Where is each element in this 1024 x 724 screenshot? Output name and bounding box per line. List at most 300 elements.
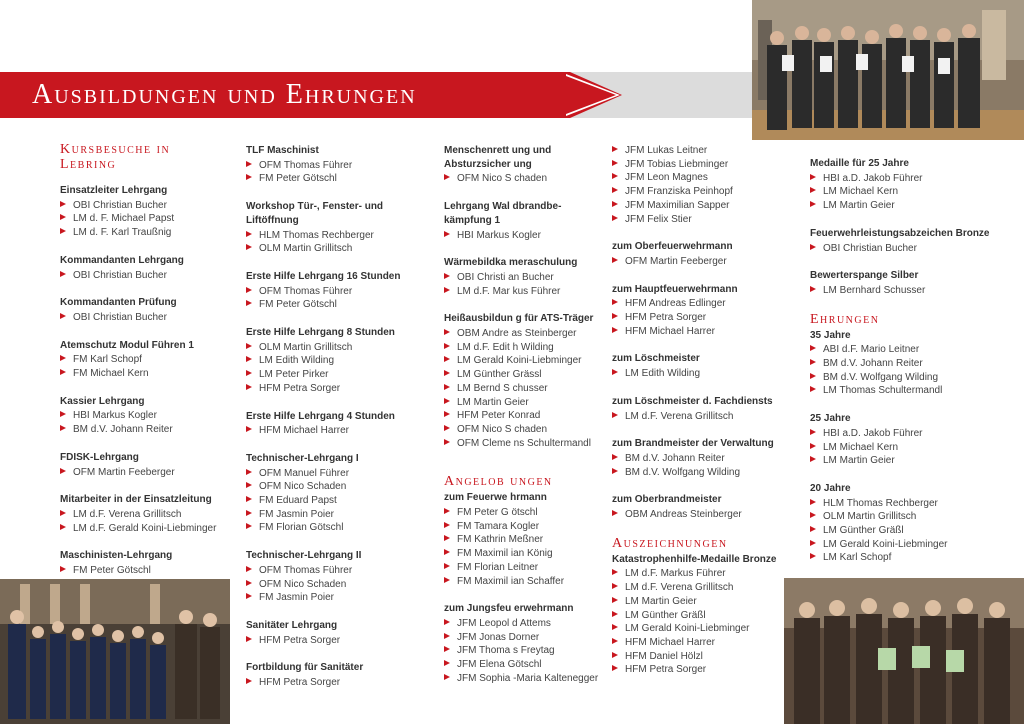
list-item — [612, 213, 797, 227]
list-item — [444, 423, 609, 437]
member-name: FM Jasmin Poier — [259, 508, 335, 520]
course-group — [612, 395, 797, 423]
list-item — [246, 354, 426, 368]
bullet-triangle-icon — [612, 187, 618, 193]
list-item — [246, 467, 426, 481]
list-item — [810, 185, 1010, 199]
list-item — [246, 382, 426, 396]
bullet-triangle-icon — [60, 510, 66, 516]
course-group — [246, 452, 426, 535]
bullet-triangle-icon — [612, 160, 618, 166]
member-name: LM Martin Geier — [457, 396, 529, 408]
list-item — [810, 510, 1010, 524]
list-item — [246, 242, 426, 256]
member-name: FM Tamara Kogler — [457, 520, 540, 532]
list-item — [246, 591, 426, 605]
group-title: Feuerwehrleistungsabzeichen Bronze — [810, 227, 990, 239]
bullet-triangle-icon — [444, 370, 450, 376]
list-item — [810, 357, 1010, 371]
member-name: LM d.F. Markus Führer — [625, 568, 726, 580]
member-name: HFM Michael Harrer — [625, 636, 716, 648]
course-group — [60, 451, 230, 479]
member-name: BM d.V. Johann Reiter — [625, 452, 725, 464]
bullet-triangle-icon — [612, 611, 618, 617]
bullet-triangle-icon — [246, 523, 252, 529]
member-name: FM Peter Götschl — [259, 299, 337, 311]
member-name: OFM Manuel Führer — [259, 467, 350, 479]
list-item — [444, 341, 609, 355]
list-item — [246, 634, 426, 648]
course-group — [810, 157, 1010, 213]
bullet-triangle-icon — [246, 426, 252, 432]
course-group — [612, 352, 797, 380]
member-name: FM Karl Schopf — [73, 354, 142, 366]
member-name: HFM Peter Konrad — [457, 410, 541, 422]
list-item — [810, 538, 1010, 552]
list-item — [60, 269, 230, 283]
bullet-triangle-icon — [246, 566, 252, 572]
bullet-triangle-icon — [246, 593, 252, 599]
member-name: FM Maximil ian Schaffer — [457, 575, 565, 587]
course-group — [444, 602, 609, 685]
list-item — [810, 371, 1010, 385]
bullet-triangle-icon — [444, 356, 450, 362]
course-group — [246, 410, 426, 438]
member-name: LM Gerald Koini-Liebminger — [457, 355, 582, 367]
member-name: LM Günther Gräßl — [823, 525, 904, 537]
bullet-triangle-icon — [444, 287, 450, 293]
bullet-triangle-icon — [612, 412, 618, 418]
member-name: OLM Martin Grillitsch — [259, 341, 353, 353]
bullet-triangle-icon — [810, 456, 816, 462]
group-title: zum Oberfeuerwehrmann — [612, 241, 733, 253]
group-title: Atemschutz Modul Führen 1 — [60, 339, 194, 351]
member-name: HFM Petra Sorger — [625, 664, 707, 676]
bullet-triangle-icon — [444, 674, 450, 680]
member-name: OFM Nico S chaden — [457, 173, 548, 185]
list-item — [612, 311, 797, 325]
list-item — [246, 676, 426, 690]
bullet-triangle-icon — [60, 468, 66, 474]
list-item — [246, 298, 426, 312]
member-name: OBM Andre as Steinberger — [457, 328, 577, 340]
list-item — [246, 564, 426, 578]
bullet-triangle-icon — [810, 187, 816, 193]
member-name: JFM Leopol d Attems — [457, 617, 551, 629]
group-title: Sanitäter Lehrgang — [246, 619, 338, 631]
bullet-triangle-icon — [810, 512, 816, 518]
youth-group-photo — [0, 579, 230, 724]
bullet-triangle-icon — [246, 496, 252, 502]
member-name: HFM Petra Sorger — [259, 677, 341, 689]
member-name: HBI Markus Kogler — [457, 229, 541, 241]
member-name: LM Martin Geier — [823, 455, 895, 467]
list-item — [246, 341, 426, 355]
list-item — [810, 454, 1010, 468]
member-name: OBI Christi an Bucher — [457, 271, 554, 283]
bullet-triangle-icon — [444, 343, 450, 349]
member-name: OBI Christian Bucher — [73, 199, 167, 211]
bullet-triangle-icon — [810, 201, 816, 207]
bullet-triangle-icon — [810, 553, 816, 559]
list-item — [444, 506, 609, 520]
bullet-triangle-icon — [444, 660, 450, 666]
group-title: Medaille für 25 Jahre — [810, 158, 909, 169]
bullet-triangle-icon — [246, 469, 252, 475]
course-group — [60, 296, 230, 324]
group-title: TLF Maschinist — [246, 145, 319, 156]
group-photo-top-right — [752, 0, 1024, 140]
member-name: HBI a.D. Jakob Führer — [823, 172, 923, 184]
honours-group-photo — [784, 578, 1024, 724]
member-name: OFM Cleme ns Schultermandl — [457, 437, 591, 449]
course-group — [612, 553, 797, 677]
list-item — [444, 172, 609, 186]
member-name: JFM Thoma s Freytag — [457, 645, 555, 657]
member-name: JFM Felix Stier — [625, 213, 692, 225]
member-name: FM Florian Leitner — [457, 561, 539, 573]
list-item — [612, 158, 797, 172]
bullet-triangle-icon — [612, 173, 618, 179]
member-name: JFM Lukas Leitner — [625, 145, 708, 156]
list-item — [810, 497, 1010, 511]
list-item — [810, 242, 1010, 256]
course-group — [612, 283, 797, 339]
section-title: Ehrungen — [810, 311, 880, 327]
list-item — [612, 297, 797, 311]
bullet-triangle-icon — [444, 646, 450, 652]
list-item — [612, 367, 797, 381]
list-item — [60, 353, 230, 367]
bullet-triangle-icon — [810, 429, 816, 435]
member-name: OBI Christian Bucher — [73, 311, 167, 323]
bullet-triangle-icon — [612, 313, 618, 319]
course-group — [246, 200, 426, 256]
list-item — [810, 199, 1010, 213]
bullet-triangle-icon — [444, 577, 450, 583]
member-name: JFM Sophia -Maria Kaltenegger — [457, 672, 599, 684]
bullet-triangle-icon — [246, 482, 252, 488]
list-item — [444, 575, 609, 589]
bullet-triangle-icon — [810, 244, 816, 250]
bullet-triangle-icon — [246, 678, 252, 684]
bullet-triangle-icon — [60, 355, 66, 361]
group-title: 20 Jahre — [810, 482, 851, 494]
group-title: zum Feuerwe hrmann — [444, 492, 547, 504]
bullet-triangle-icon — [810, 540, 816, 546]
member-name: OFM Thomas Führer — [259, 159, 353, 171]
list-item — [60, 199, 230, 213]
bullet-triangle-icon — [612, 638, 618, 644]
bullet-triangle-icon — [612, 569, 618, 575]
member-name: OFM Martin Feeberger — [625, 255, 727, 267]
course-group — [612, 437, 797, 479]
bullet-triangle-icon — [60, 214, 66, 220]
group-title: Technischer-Lehrgang II — [246, 550, 362, 562]
list-item — [444, 644, 609, 658]
member-name: LM Martin Geier — [823, 200, 895, 212]
bullet-triangle-icon — [246, 636, 252, 642]
bullet-triangle-icon — [612, 146, 618, 152]
list-item — [246, 368, 426, 382]
bullet-triangle-icon — [612, 201, 618, 207]
member-name: LM d. F. Karl Traußnig — [73, 227, 172, 239]
group-title: zum Löschmeister — [612, 353, 700, 365]
member-name: LM d.F. Mar kus Führer — [457, 285, 561, 297]
list-item — [444, 368, 609, 382]
list-item — [612, 452, 797, 466]
bullet-triangle-icon — [810, 286, 816, 292]
section-title: Kursbesuche in Lebring — [60, 142, 171, 172]
list-item — [810, 172, 1010, 186]
list-item — [444, 547, 609, 561]
list-item — [444, 520, 609, 534]
member-name: HFM Petra Sorger — [259, 382, 341, 394]
member-name: LM d.F. Edit h Wilding — [457, 341, 554, 353]
column-angelobungen — [444, 144, 609, 700]
group-title: Fortbildung für Sanitäter — [246, 662, 364, 674]
member-name: OLM Martin Grillitsch — [259, 243, 353, 255]
bullet-triangle-icon — [612, 369, 618, 375]
member-name: OBI Christian Bucher — [823, 242, 917, 254]
bullet-triangle-icon — [810, 359, 816, 365]
member-name: OLM Martin Grillitsch — [823, 511, 917, 523]
group-title: zum Brandmeister der Verwaltung — [612, 438, 774, 450]
list-item — [612, 199, 797, 213]
bullet-triangle-icon — [444, 398, 450, 404]
list-item — [60, 226, 230, 240]
bullet-triangle-icon — [612, 510, 618, 516]
course-group — [60, 395, 230, 437]
list-item — [444, 409, 609, 423]
member-name: JFM Franziska Peinhopf — [625, 186, 733, 198]
group-title: Kommandanten Prüfung — [60, 297, 177, 309]
course-group — [60, 549, 230, 577]
group-title: zum Oberbrandmeister — [612, 494, 722, 506]
course-group — [444, 256, 609, 298]
member-name: FM Maximil ian König — [457, 548, 553, 560]
bullet-triangle-icon — [246, 161, 252, 167]
bullet-triangle-icon — [60, 271, 66, 277]
bullet-triangle-icon — [246, 356, 252, 362]
bullet-triangle-icon — [60, 313, 66, 319]
course-group — [612, 240, 797, 268]
member-name: LM Gerald Koini-Liebminger — [823, 538, 948, 550]
bullet-triangle-icon — [246, 510, 252, 516]
member-name: LM Peter Pirker — [259, 369, 329, 381]
bullet-triangle-icon — [612, 327, 618, 333]
member-name: HFM Petra Sorger — [259, 634, 341, 646]
member-name: OBM Andreas Steinberger — [625, 509, 742, 521]
list-item — [60, 212, 230, 226]
group-title: Kassier Lehrgang — [60, 395, 145, 407]
group-title: FDISK-Lehrgang — [60, 451, 139, 463]
list-item — [612, 663, 797, 677]
member-name: JFM Maximilian Sapper — [625, 199, 730, 211]
section-title: Auszeichnungen — [612, 535, 728, 551]
group-title: Kommandanten Lehrgang — [60, 254, 184, 266]
list-item — [810, 384, 1010, 398]
member-name: OFM Thomas Führer — [259, 285, 353, 297]
course-group — [810, 482, 1010, 565]
group-title: Erste Hilfe Lehrgang 8 Stunden — [246, 327, 395, 339]
bullet-triangle-icon — [60, 228, 66, 234]
member-name: HFM Daniel Hölzl — [625, 650, 703, 662]
bullet-triangle-icon — [444, 535, 450, 541]
list-item — [444, 631, 609, 645]
list-item — [444, 396, 609, 410]
member-name: HLM Thomas Rechberger — [823, 497, 938, 509]
list-item — [810, 284, 1010, 298]
member-name: OFM Martin Feeberger — [73, 466, 175, 478]
member-name: LM Karl Schopf — [823, 552, 892, 564]
member-name: LM Thomas Schultermandl — [823, 385, 943, 397]
list-item — [246, 578, 426, 592]
member-name: LM d.F. Gerald Koini-Liebminger — [73, 522, 217, 534]
bullet-triangle-icon — [810, 443, 816, 449]
list-item — [444, 561, 609, 575]
member-name: JFM Tobias Liebminger — [625, 158, 729, 170]
member-name: HBI Markus Kogler — [73, 410, 157, 422]
bullet-triangle-icon — [444, 174, 450, 180]
list-item — [444, 617, 609, 631]
list-item — [444, 354, 609, 368]
course-group — [810, 227, 1010, 255]
list-item — [612, 144, 797, 158]
list-item — [246, 508, 426, 522]
list-item — [60, 311, 230, 325]
member-name: FM Florian Götschl — [259, 522, 344, 534]
title-banner — [0, 72, 752, 118]
bullet-triangle-icon — [246, 287, 252, 293]
member-name: OFM Nico S chaden — [457, 423, 548, 435]
member-name: HBI a.D. Jakob Führer — [823, 427, 923, 439]
group-title: Erste Hilfe Lehrgang 16 Stunden — [246, 270, 401, 282]
bullet-triangle-icon — [246, 580, 252, 586]
list-item — [612, 567, 797, 581]
course-group — [246, 661, 426, 689]
group-title: zum Löschmeister d. Fachdiensts — [612, 395, 773, 407]
list-item — [444, 672, 609, 686]
course-group — [444, 200, 609, 242]
group-title: 35 Jahre — [810, 329, 851, 341]
bullet-triangle-icon — [246, 244, 252, 250]
course-group — [246, 326, 426, 396]
bullet-triangle-icon — [246, 231, 252, 237]
list-item — [612, 595, 797, 609]
member-name: LM Gerald Koini-Liebminger — [625, 623, 750, 635]
list-item — [246, 424, 426, 438]
member-name: FM Peter Götschl — [73, 565, 151, 577]
course-group — [60, 493, 230, 535]
member-name: ABI d.F. Mario Leitner — [823, 344, 920, 356]
group-title: Technischer-Lehrgang I — [246, 452, 359, 464]
member-name: BM d.V. Wolfgang Wilding — [823, 371, 939, 383]
member-name: HFM Petra Sorger — [625, 312, 707, 324]
group-title: Erste Hilfe Lehrgang 4 Stunden — [246, 410, 395, 422]
list-item — [612, 636, 797, 650]
list-item — [810, 524, 1010, 538]
member-name: FM Peter Götschl — [259, 173, 337, 185]
list-item — [810, 551, 1010, 565]
bullet-triangle-icon — [444, 508, 450, 514]
list-item — [60, 466, 230, 480]
bullet-triangle-icon — [612, 665, 618, 671]
bullet-triangle-icon — [60, 524, 66, 530]
bullet-triangle-icon — [612, 215, 618, 221]
list-item — [246, 494, 426, 508]
bullet-triangle-icon — [612, 624, 618, 630]
group-title: Wärmebildka meraschulung — [444, 257, 578, 269]
bullet-triangle-icon — [246, 174, 252, 180]
bullet-triangle-icon — [612, 652, 618, 658]
course-group — [246, 144, 426, 186]
bullet-triangle-icon — [60, 425, 66, 431]
bullet-triangle-icon — [246, 343, 252, 349]
member-name: LM d. F. Michael Papst — [73, 213, 175, 225]
bullet-triangle-icon — [246, 370, 252, 376]
group-title: Lehrgang Wal dbrandbe- kämpfung 1 — [444, 201, 562, 226]
bullet-triangle-icon — [444, 231, 450, 237]
member-name: LM Edith Wilding — [259, 355, 335, 367]
group-title: Bewerterspange Silber — [810, 270, 919, 282]
list-item — [60, 409, 230, 423]
member-name: BM d.V. Johann Reiter — [823, 358, 923, 370]
member-name: HFM Andreas Edlinger — [625, 298, 726, 310]
bullet-triangle-icon — [444, 633, 450, 639]
member-name: BM d.V. Johann Reiter — [73, 424, 173, 436]
bullet-triangle-icon — [444, 563, 450, 569]
list-item — [444, 437, 609, 451]
member-name: LM Edith Wilding — [625, 368, 701, 380]
bullet-triangle-icon — [810, 386, 816, 392]
list-item — [612, 325, 797, 339]
list-item — [810, 427, 1010, 441]
list-item — [60, 423, 230, 437]
member-name: LM d.F. Verena Grillitsch — [625, 582, 734, 594]
bullet-triangle-icon — [444, 329, 450, 335]
list-item — [60, 367, 230, 381]
course-group — [246, 619, 426, 647]
group-title: Maschinisten-Lehrgang — [60, 550, 173, 562]
bullet-triangle-icon — [246, 300, 252, 306]
bullet-triangle-icon — [60, 201, 66, 207]
member-name: OBI Christian Bucher — [73, 269, 167, 281]
list-item — [444, 533, 609, 547]
list-item — [612, 410, 797, 424]
list-item — [444, 271, 609, 285]
bullet-triangle-icon — [444, 439, 450, 445]
column-ehrungen — [810, 157, 1010, 579]
column-befoerderungen — [612, 144, 797, 691]
bullet-triangle-icon — [444, 549, 450, 555]
column-kursbesuche — [60, 142, 230, 592]
member-name: HFM Michael Harrer — [259, 425, 350, 437]
course-group — [810, 269, 1010, 297]
member-name: LM Michael Kern — [823, 441, 899, 453]
bullet-triangle-icon — [612, 257, 618, 263]
bullet-triangle-icon — [810, 526, 816, 532]
course-group — [612, 144, 797, 226]
group-title: Mitarbeiter in der Einsatzleitung — [60, 494, 212, 506]
member-name: LM Bernhard Schusser — [823, 284, 926, 296]
list-item — [612, 581, 797, 595]
group-title: Heißausbildun g für ATS-Träger — [444, 313, 594, 325]
list-item — [612, 171, 797, 185]
list-item — [246, 172, 426, 186]
section-title: Angelob ungen — [444, 474, 553, 490]
member-name: LM d.F. Verena Grillitsch — [73, 508, 182, 520]
